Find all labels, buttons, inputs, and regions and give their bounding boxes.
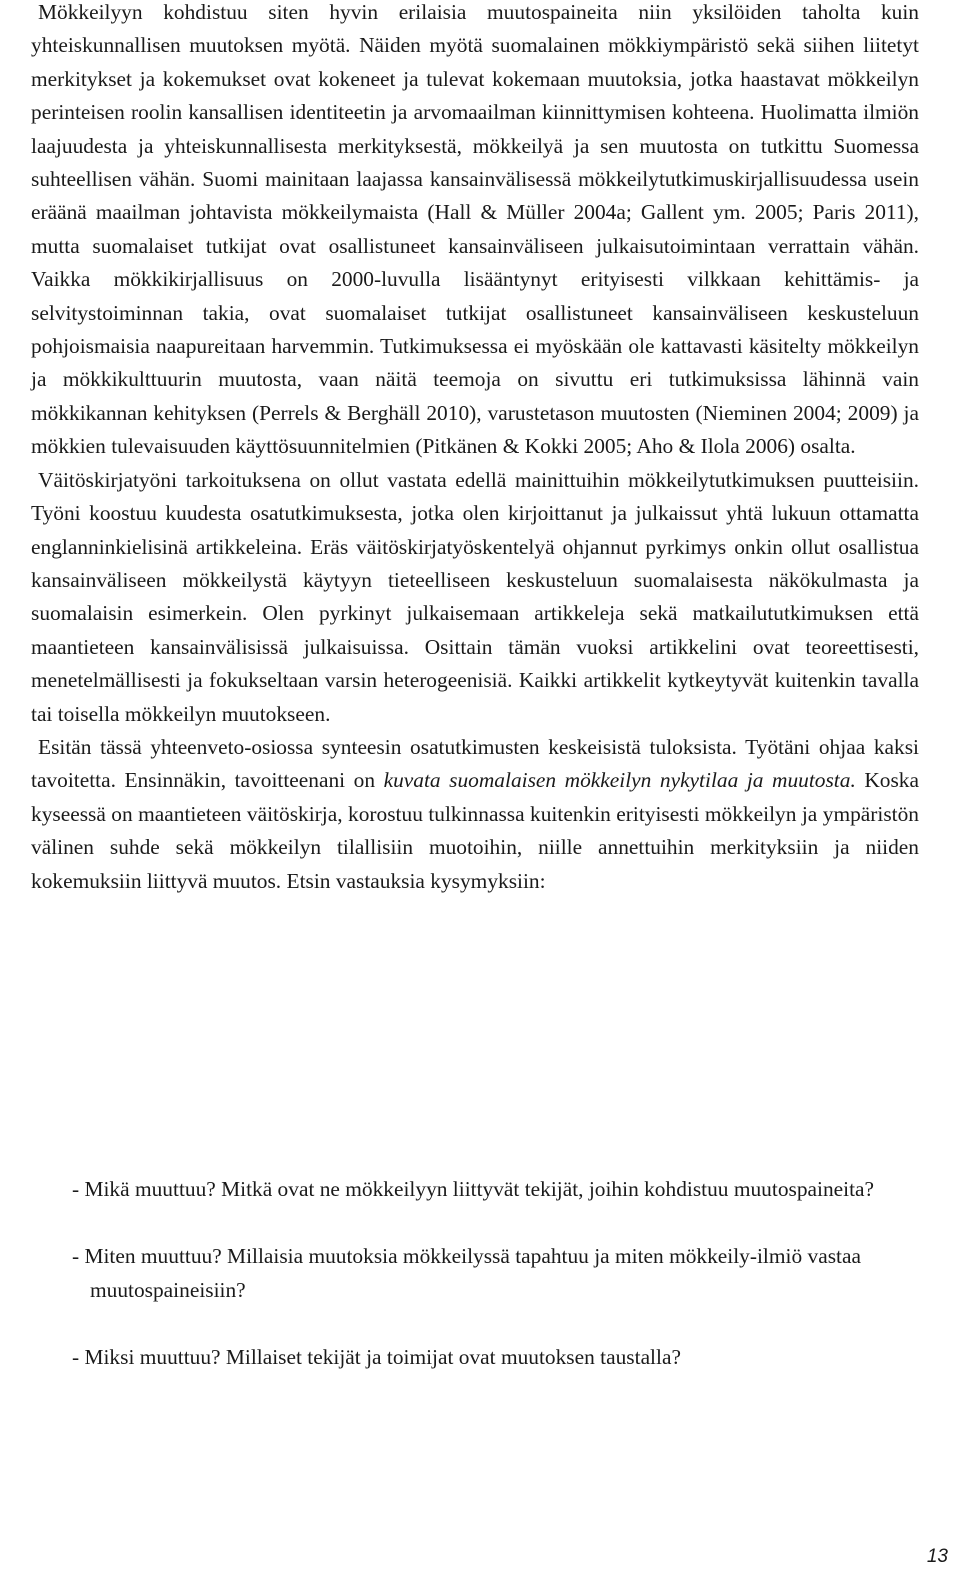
question-item: - Miksi muuttuu? Millaiset tekijät ja toimijat ovat muutoksen taustalla? <box>72 1345 681 1370</box>
body-text <box>31 0 919 898</box>
paragraph <box>31 0 919 464</box>
paragraph-italic-text: kuvata suomalaisen mökkeilyn nykytilaa ja muutosta. <box>383 768 856 793</box>
paragraph-text: Esitän tässä yhteenveto-osiossa synteesin osatutkimusten keskeisistä tuloksista. Työtäni ohjaa kaksi tavoitetta. Ensinnäkin, tavoitteenani on <box>31 734 919 793</box>
paragraph-text: Mökkeilyyn kohdistuu siten hyvin erilaisia muutospaineita niin yksilöiden taholta kuin yhteiskunnallisen muutoksen myötä. Näiden myötä suomalainen mökkiympäristö sekä siihen liitetyt merkitykset ja kokemukset ovat kokeneet ja tulevat kokemaan muutoksia, jotka haastavat mökkeilyn perinteisen roolin kansallisen identiteetin ja arvomaailman kiinnittymisen kohteena. Huolimatta ilmiön laajuudesta ja yhteiskunnallisesta merkityksestä, mökkeilyä ja sen muutosta on tutkittu Suomessa suhteellisen vähän. Suomi mainitaan laajassa kansainvälisessä mökkeilytutkimuskirjallisuudessa usein eräänä maailman johtavista mökkeilymaista (Hall & Müller 2004a; Gallent ym. 2005; Paris 2011), mutta suomalaiset tutkijat ovat osallistuneet kansainväliseen julkaisutoimintaan verrattain vähän. Vaikka mökkikirjallisuus on 2000-luvulla lisääntynyt erityisesti vilkkaan kehittämis- ja selvitystoiminnan takia, ovat suomalaiset tutkijat osallistuneet kansainväliseen keskusteluun pohjoismaisia naapureitaan harvemmin. Tutkimuksessa ei myöskään ole kattavasti käsitelty mökkeilyn ja mökkikulttuurin muutosta, vaan näitä teemoja on sivuttu eri tutkimuksissa lähinnä vain mökkikannan kehityksen (Perrels & Berghäll 2010), varustetason muutosten (Nieminen 2004; 2009) ja mökkien tulevaisuuden käyttösuunnitelmien (Pitkänen & Kokki 2005; Aho & Ilola 2006) osalta. <box>31 0 919 459</box>
question-item: - Miten muuttuu? Millaisia muutoksia mökkeilyssä tapahtuu ja miten mökkeily-ilmiö vastaa muutospaineisiin? <box>72 1244 861 1302</box>
question-list <box>72 1173 932 1409</box>
paragraph <box>31 464 919 731</box>
question-item: - Mikä muuttuu? Mitkä ovat ne mökkeilyyn liittyvät tekijät, joihin kohdistuu muutospaineita? <box>72 1177 875 1201</box>
paragraph <box>31 731 919 898</box>
page-number: 13 <box>926 1546 948 1567</box>
paragraph-text: Koska kyseessä on maantieteen väitöskirja, korostuu tulkinnassa kuitenkin erityisesti mökkeilyn ja ympäristön välinen suhde sekä mökkeilyn tilallisiin muotoihin, niille annettuihin merkityksiin ja niiden kokemuksiin liittyvä muutos. Etsin vastauksia kysymyksiin: <box>31 768 919 893</box>
paragraph-text: Väitöskirjatyöni tarkoituksena on ollut vastata edellä mainittuihin mökkeilytutkimuksen puutteisiin. Työni koostuu kuudesta osatutkimuksesta, jotka olen kirjoittanut ja julkaissut yhtä lukuun ottamatta englanninkielisinä artikkeleina. Eräs väitöskirjatyöskentelyä ohjannut pyrkimys onkin ollut osallistua kansainväliseen mökkeilystä käytyyn tieteelliseen keskusteluun suomalaisesta näkökulmasta ja suomalaisin esimerkein. Olen pyrkinyt julkaisemaan artikkeleja sekä matkailututkimuksen että maantieteen kansainvälisissä julkaisuissa. Osittain tämän vuoksi artikkelini ovat teoreettisesti, menetelmällisesti ja fokukseltaan varsin heterogeenisiä. Kaikki artikkelit kytkeytyvät kuitenkin tavalla tai toisella mökkeilyn muutokseen. <box>31 467 919 726</box>
